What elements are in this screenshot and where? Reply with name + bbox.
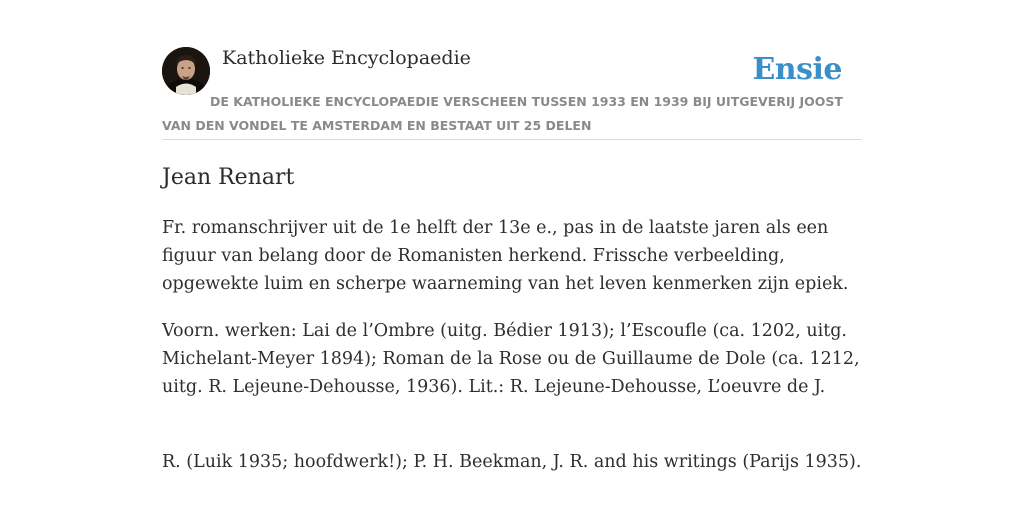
article-title: Jean Renart	[162, 165, 295, 190]
source-description: DE KATHOLIEKE ENCYCLOPAEDIE VERSCHEEN TUSSEN 1933 EN 1939 BIJ UITGEVERIJ JOOST VAN DEN VONDEL TE AMSTERDAM EN BESTAAT UIT 25 DELEN	[162, 94, 843, 133]
brand-logo[interactable]: Ensie	[752, 52, 842, 87]
article-paragraph: Voorn. werken: Lai de l’Ombre (uitg. Bédier 1913); l’Escoufle (ca. 1202, uitg. Michelant-Meyer 1894); Roman de la Rose ou de Guillaume de Dole (ca. 1212, uitg. R. Lejeune-Dehousse, 1936). Lit.: R. Lejeune-Dehousse, L’oeuvre de J.	[162, 321, 860, 397]
source-title[interactable]: Katholieke Encyclopaedie	[222, 47, 471, 69]
article	[162, 162, 862, 495]
page-header	[162, 46, 862, 140]
article-paragraph: Fr. romanschrijver uit de 1e helft der 13e e., pas in de laatste jaren als een figuur van belang door de Romanisten herkend. Frissche verbeelding, opgewekte luim en scherpe waarneming van het leven kenmerken zijn epiek.	[162, 218, 849, 294]
portrait-avatar-icon[interactable]	[162, 47, 210, 95]
paragraph-spacer	[162, 420, 862, 448]
article-paragraph: R. (Luik 1935; hoofdwerk!); P. H. Beekman, J. R. and his writings (Parijs 1935).	[162, 452, 862, 472]
